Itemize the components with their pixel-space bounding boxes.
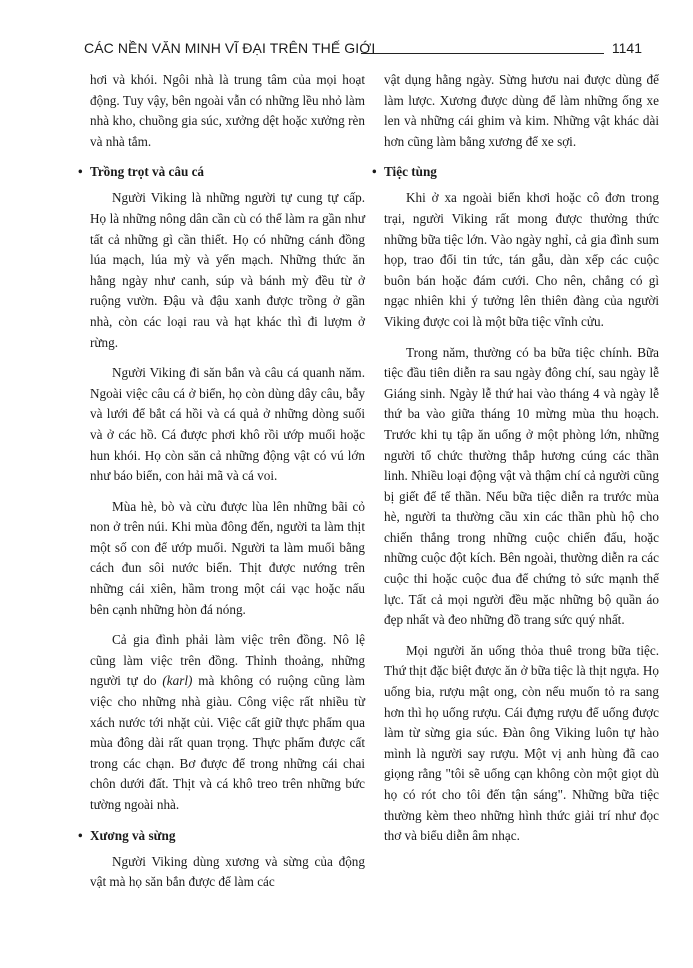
bullet-icon: •	[78, 827, 83, 843]
running-title: CÁC NỀN VĂN MINH VĨ ĐẠI TRÊN THẾ GIỚI	[84, 40, 376, 56]
paragraph-text: mà không có ruộng cũng làm việc cho những nhà giàu. Công việc rất nhiều từ xách nước tới nhặt củi. Việc cất giữ thực phẩm qua mùa đông dài rất quan trọng. Thực phẩm được cất trong các chạn. Bơ được để trong những cái chai chôn dưới đất. Thịt và cá khô treo trên những bức tường ngoài nhà.	[90, 673, 365, 812]
page-header	[84, 40, 642, 62]
paragraph: Trong năm, thường có ba bữa tiệc chính. Bữa tiệc đầu tiên diễn ra sau ngày đông chí, sau ngày lễ Giáng sinh. Ngày lễ thứ hai vào tháng 4 và ngày lễ thứ ba vào giữa tháng 10 mừng mùa thu hoạch. Trước khi tụ tập ăn uống ở một phòng lớn, những người tổ chức thường thắp hương cúng các thần linh. Nhiều loại động vật và thậm chí cả người cũng bị giết để tế thần. Nếu bữa tiệc diễn ra trước mùa hè, người ta thường cầu xin các thần phù hộ cho chiến thắng trong những cuộc chiến đấu, hoặc những cuộc đột kích. Bên ngoài, thường diễn ra các cuộc thi hoặc cuộc đua để chứng tỏ sức mạnh thể lực. Tất cả mọi người đều mặc những bộ quần áo đẹp nhất và đeo những đồ trang sức quý nhất.	[384, 344, 659, 628]
bullet-icon: •	[78, 164, 83, 180]
section-title: Xương và sừng	[90, 827, 176, 843]
paragraph	[90, 630, 365, 815]
header-rule	[361, 53, 604, 54]
right-column	[372, 70, 659, 857]
paragraph: Người Viking dùng xương và sừng của động vật mà họ săn bắn được để làm các	[90, 853, 365, 890]
paragraph-text: Cả gia đình phải làm việc trên đồng. Nô lệ cũng làm việc trên đồng. Thỉnh thoảng, những người tự do	[90, 632, 365, 689]
paragraph: Khi ở xa ngoài biển khơi hoặc cô đơn trong trại, người Viking rất mong được thưởng thức những bữa tiệc lớn. Vào ngày nghỉ, cả gia đình sum họp, trao đổi tin tức, tán gẫu, dàn xếp các cuộc buôn bán hoặc đám cưới. Cho nên, chẳng có gì ngạc nhiên khi ý tưởng lên thiên đàng của người Viking được coi là một bữa tiệc vĩnh cửu.	[384, 190, 659, 329]
paragraph: Người Viking đi săn bắn và câu cá quanh năm. Ngoài việc câu cá ở biển, họ còn dùng dây câu, bẫy và lưới để bắt cá hồi và cá quả ở những dòng suối và ở các hồ. Cá được phơi khô rồi ướp muối hoặc hun khói. Họ còn săn cả những động vật có vú lớn như báo biển, con hải mã và cá voi.	[90, 365, 365, 484]
section-heading-farming	[78, 162, 365, 182]
bullet-icon: •	[372, 164, 377, 180]
left-intro-paragraph: hơi và khói. Ngôi nhà là trung tâm của mọi hoạt động. Tuy vậy, bên ngoài vẫn có những lều nhỏ làm nhà kho, chuồng gia súc, xưởng dệt hoặc xưởng rèn và nhà tắm.	[90, 72, 365, 149]
section-heading-feasts	[372, 162, 659, 182]
page-number: 1141	[611, 40, 642, 56]
section-title: Tiệc tùng	[384, 164, 437, 180]
paragraph: Mùa hè, bò và cừu được lùa lên những bãi cỏ non ở trên núi. Khi mùa đông đến, người ta làm thịt một số con để ướp muối. Người ta làm muối bằng cách đun sôi nước biển. Thịt được nướng trên những cái xiên, hầm trong một cái vạc hoặc nấu bên cạnh những hòn đá nóng.	[90, 498, 365, 617]
section-title: Trồng trọt và câu cá	[90, 164, 205, 180]
left-column	[78, 70, 365, 903]
section-heading-bone-horn	[78, 826, 365, 846]
term-karl: (karl)	[162, 673, 193, 689]
paragraph: Mọi người ăn uống thỏa thuê trong bữa tiệc. Thứ thịt đặc biệt được ăn ở bữa tiệc là thịt ngựa. Họ uống bia, rượu mật ong, còn nếu muốn tỏ ra sang hơn thì họ uống rượu. Cái đựng rượu để uống được làm từ sừng gia súc. Đàn ông Viking luôn tự hào mình là người say rượu. Một vị anh hùng đã cao giọng rằng "tôi sẽ uống cạn không còn một giọt dù họ có rót cho tôi đến tận sáng". Những bữa tiệc thường kèm theo những hình thức giải trí như đọc thơ và biểu diễn âm nhạc.	[384, 642, 659, 844]
right-intro-paragraph: vật dụng hằng ngày. Sừng hươu nai được dùng để làm lược. Xương được dùng để làm những ống xe len và những cái ghim và kim. Những vật khác dài hơn cũng làm bằng xương để xe sợi.	[384, 72, 659, 149]
paragraph: Người Viking là những người tự cung tự cấp. Họ là những nông dân cần cù có thể làm ra gần như tất cả những gì cần thiết. Họ có những cánh đồng lúa mạch, lúa mỳ và yến mạch. Những thức ăn hằng ngày như canh, súp và bánh mỳ đều từ ở ruộng vườn. Đậu và đậu xanh được trồng ở gần nhà, còn các loại rau và hạt khác thì đi lượm ở rừng.	[90, 190, 365, 350]
